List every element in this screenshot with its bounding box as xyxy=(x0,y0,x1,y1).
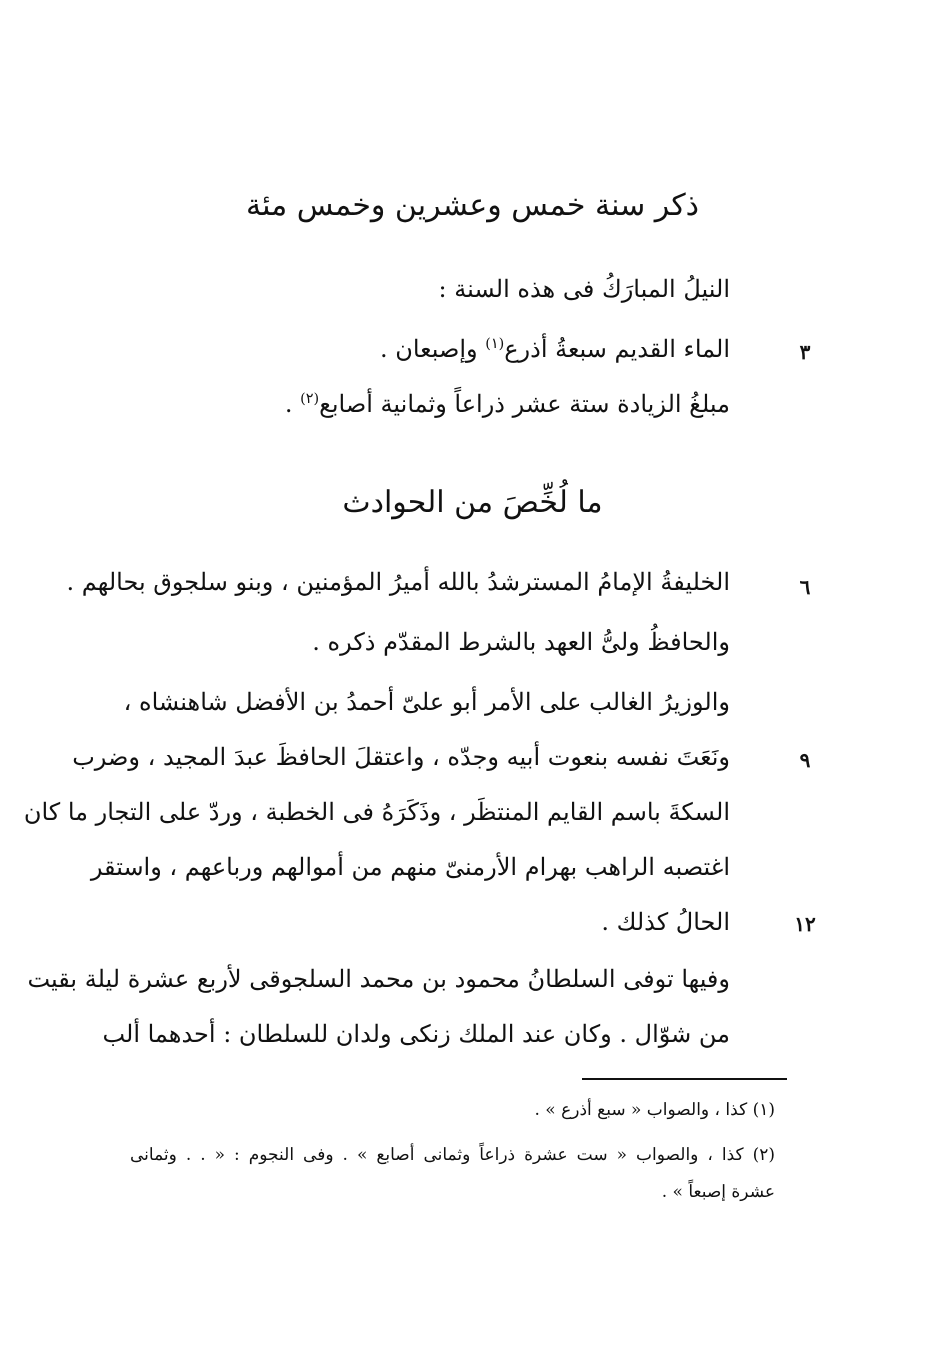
events-line-8: وفيها توفى السلطانُ محمود بن محمد السلجوقى لأربع عشرة ليلة بقيت xyxy=(27,965,730,993)
events-line-4: ونَعَتَ نفسه بنعوت أبيه وجدّه ، واعتقلَ الحافظَ عبدَ المجيد ، وضرب xyxy=(72,743,730,771)
events-line-3: والوزيرُ الغالب على الأمر أبو علىّ أحمدُ بن الأفضل شاهنشاه ، xyxy=(123,688,730,716)
events-heading: ما لُخِّصَ من الحوادث xyxy=(342,485,603,520)
increase-line xyxy=(285,390,730,418)
events-line-2: والحافظُ ولىُّ العهد بالشرط المقدّم ذكره . xyxy=(312,628,730,656)
footnote-ref-2: (٢) xyxy=(300,391,320,407)
line-number-6: ٦ xyxy=(799,575,811,599)
line-number-3: ٣ xyxy=(799,340,811,364)
nile-intro-line: النيلُ المبارَكُ فى هذه السنة : xyxy=(438,275,730,303)
events-line-1: الخليفةُ الإمامُ المسترشدُ بالله أميرُ المؤمنين ، وبنو سلجوق بحالهم . xyxy=(66,568,730,596)
old-water-line xyxy=(380,335,730,363)
footnote-1: (١) كذا ، والصواب « سبع أذرع » . xyxy=(534,1100,775,1120)
footnote-ref-1: (١) xyxy=(485,336,505,352)
footnote-2: (٢) كذا ، والصواب « ست عشرة ذراعاً وثمانى أصابع » . وفى النجوم : « . . وثمانى xyxy=(130,1145,775,1165)
increase-text: مبلغُ الزيادة ستة عشر ذراعاً وثمانية أصابع xyxy=(319,390,730,418)
year-heading: ذكر سنة خمس وعشرين وخمس مئة xyxy=(245,188,699,223)
line-number-12: ١٢ xyxy=(794,912,816,936)
increase-end: . xyxy=(284,390,301,418)
old-water-end: وإصبعان . xyxy=(379,335,486,363)
events-line-7: الحالُ كذلك . xyxy=(601,908,730,936)
events-line-9: من شوّال . وكان عند الملك زنكى ولدان للسلطان : أحدهما ألب xyxy=(102,1020,730,1048)
events-line-6: اغتصبه الراهب بهرام الأرمنىّ منهم من أموالهم ورباعهم ، واستقر xyxy=(90,853,730,881)
footnote-2-continued: عشرة إصبعاً » . xyxy=(661,1182,775,1202)
events-line-5: السكةَ باسم القايم المنتظَر ، وذَكَرَهُ فى الخطبة ، وردّ على التجار ما كان xyxy=(23,798,730,826)
footnote-separator xyxy=(582,1078,787,1080)
line-number-9: ٩ xyxy=(799,748,811,772)
old-water-text: الماء القديم سبعةُ أذرع xyxy=(504,335,730,363)
